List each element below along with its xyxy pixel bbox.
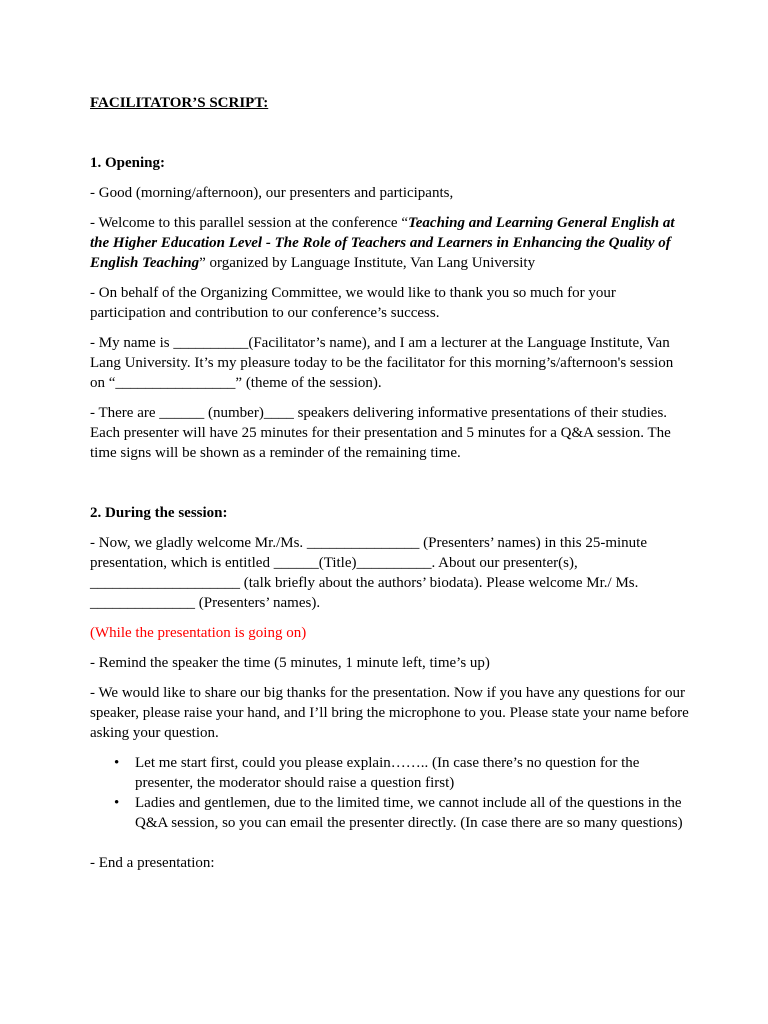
remind-paragraph: - Remind the speaker the time (5 minutes, 1 minute left, time’s up) [90,655,490,671]
conference-title: Teaching and Learning General English at the Higher Education Level - The Role of Teachers and Learners in Enhancing the Quality of English Teaching [90,215,675,271]
qa-bullet-list [90,753,690,833]
welcome-suffix: ” organized by Language Institute, Van Lang University [199,255,536,271]
greeting-paragraph: - Good (morning/afternoon), our presenters and participants, [90,185,454,201]
section-during [90,503,690,873]
end-presentation-paragraph: - End a presentation: [90,855,215,871]
section-heading-during: 2. During the session: [90,505,228,521]
document-page [90,93,690,873]
list-item [114,793,690,833]
bullet-icon: • [114,795,120,811]
welcome-prefix: - Welcome to this parallel session at the conference “ [90,215,408,231]
list-item-text: Ladies and gentlemen, due to the limited time, we cannot include all of the questions in the Q&A session, so you can email the presenter directly. (In case there are so many questions) [135,795,683,831]
welcome-presenter-paragraph: - Now, we gladly welcome Mr./Ms. _______________ (Presenters’ names) in this 25-minute presentation, which is entitled ______(Title)__________. About our presenter(s), ____________________ (talk briefly about the authors’ biodata). Please welcome Mr./ Ms. ______________ (Presenters’ names). [90,535,647,611]
stage-note: (While the presentation is going on) [90,625,307,641]
thanks-paragraph: - On behalf of the Organizing Committee, we would like to thank you so much for your participation and contribution to our conference’s success. [90,285,616,321]
qa-paragraph: - We would like to share our big thanks for the presentation. Now if you have any questions for our speaker, please raise your hand, and I’ll bring the microphone to you. Please state your name before asking your question. [90,685,689,741]
welcome-paragraph [90,213,690,273]
list-item [114,753,690,793]
section-opening [90,153,690,463]
bullet-icon: • [114,755,120,771]
document-title: FACILITATOR’S SCRIPT: [90,95,269,111]
section-heading-opening: 1. Opening: [90,155,166,171]
speakers-paragraph: - There are ______ (number)____ speakers delivering informative presentations of their studies. Each presenter will have 25 minutes for their presentation and 5 minutes for a Q&A session. The time signs will be shown as a reminder of the remaining time. [90,405,671,461]
list-item-text: Let me start first, could you please explain…….. (In case there’s no question for the presenter, the moderator should raise a question first) [135,755,640,791]
intro-paragraph: - My name is __________(Facilitator’s name), and I am a lecturer at the Language Institute, Van Lang University. It’s my pleasure today to be the facilitator for this morning’s/afternoon's session on “________________” (theme of the session). [90,335,674,391]
